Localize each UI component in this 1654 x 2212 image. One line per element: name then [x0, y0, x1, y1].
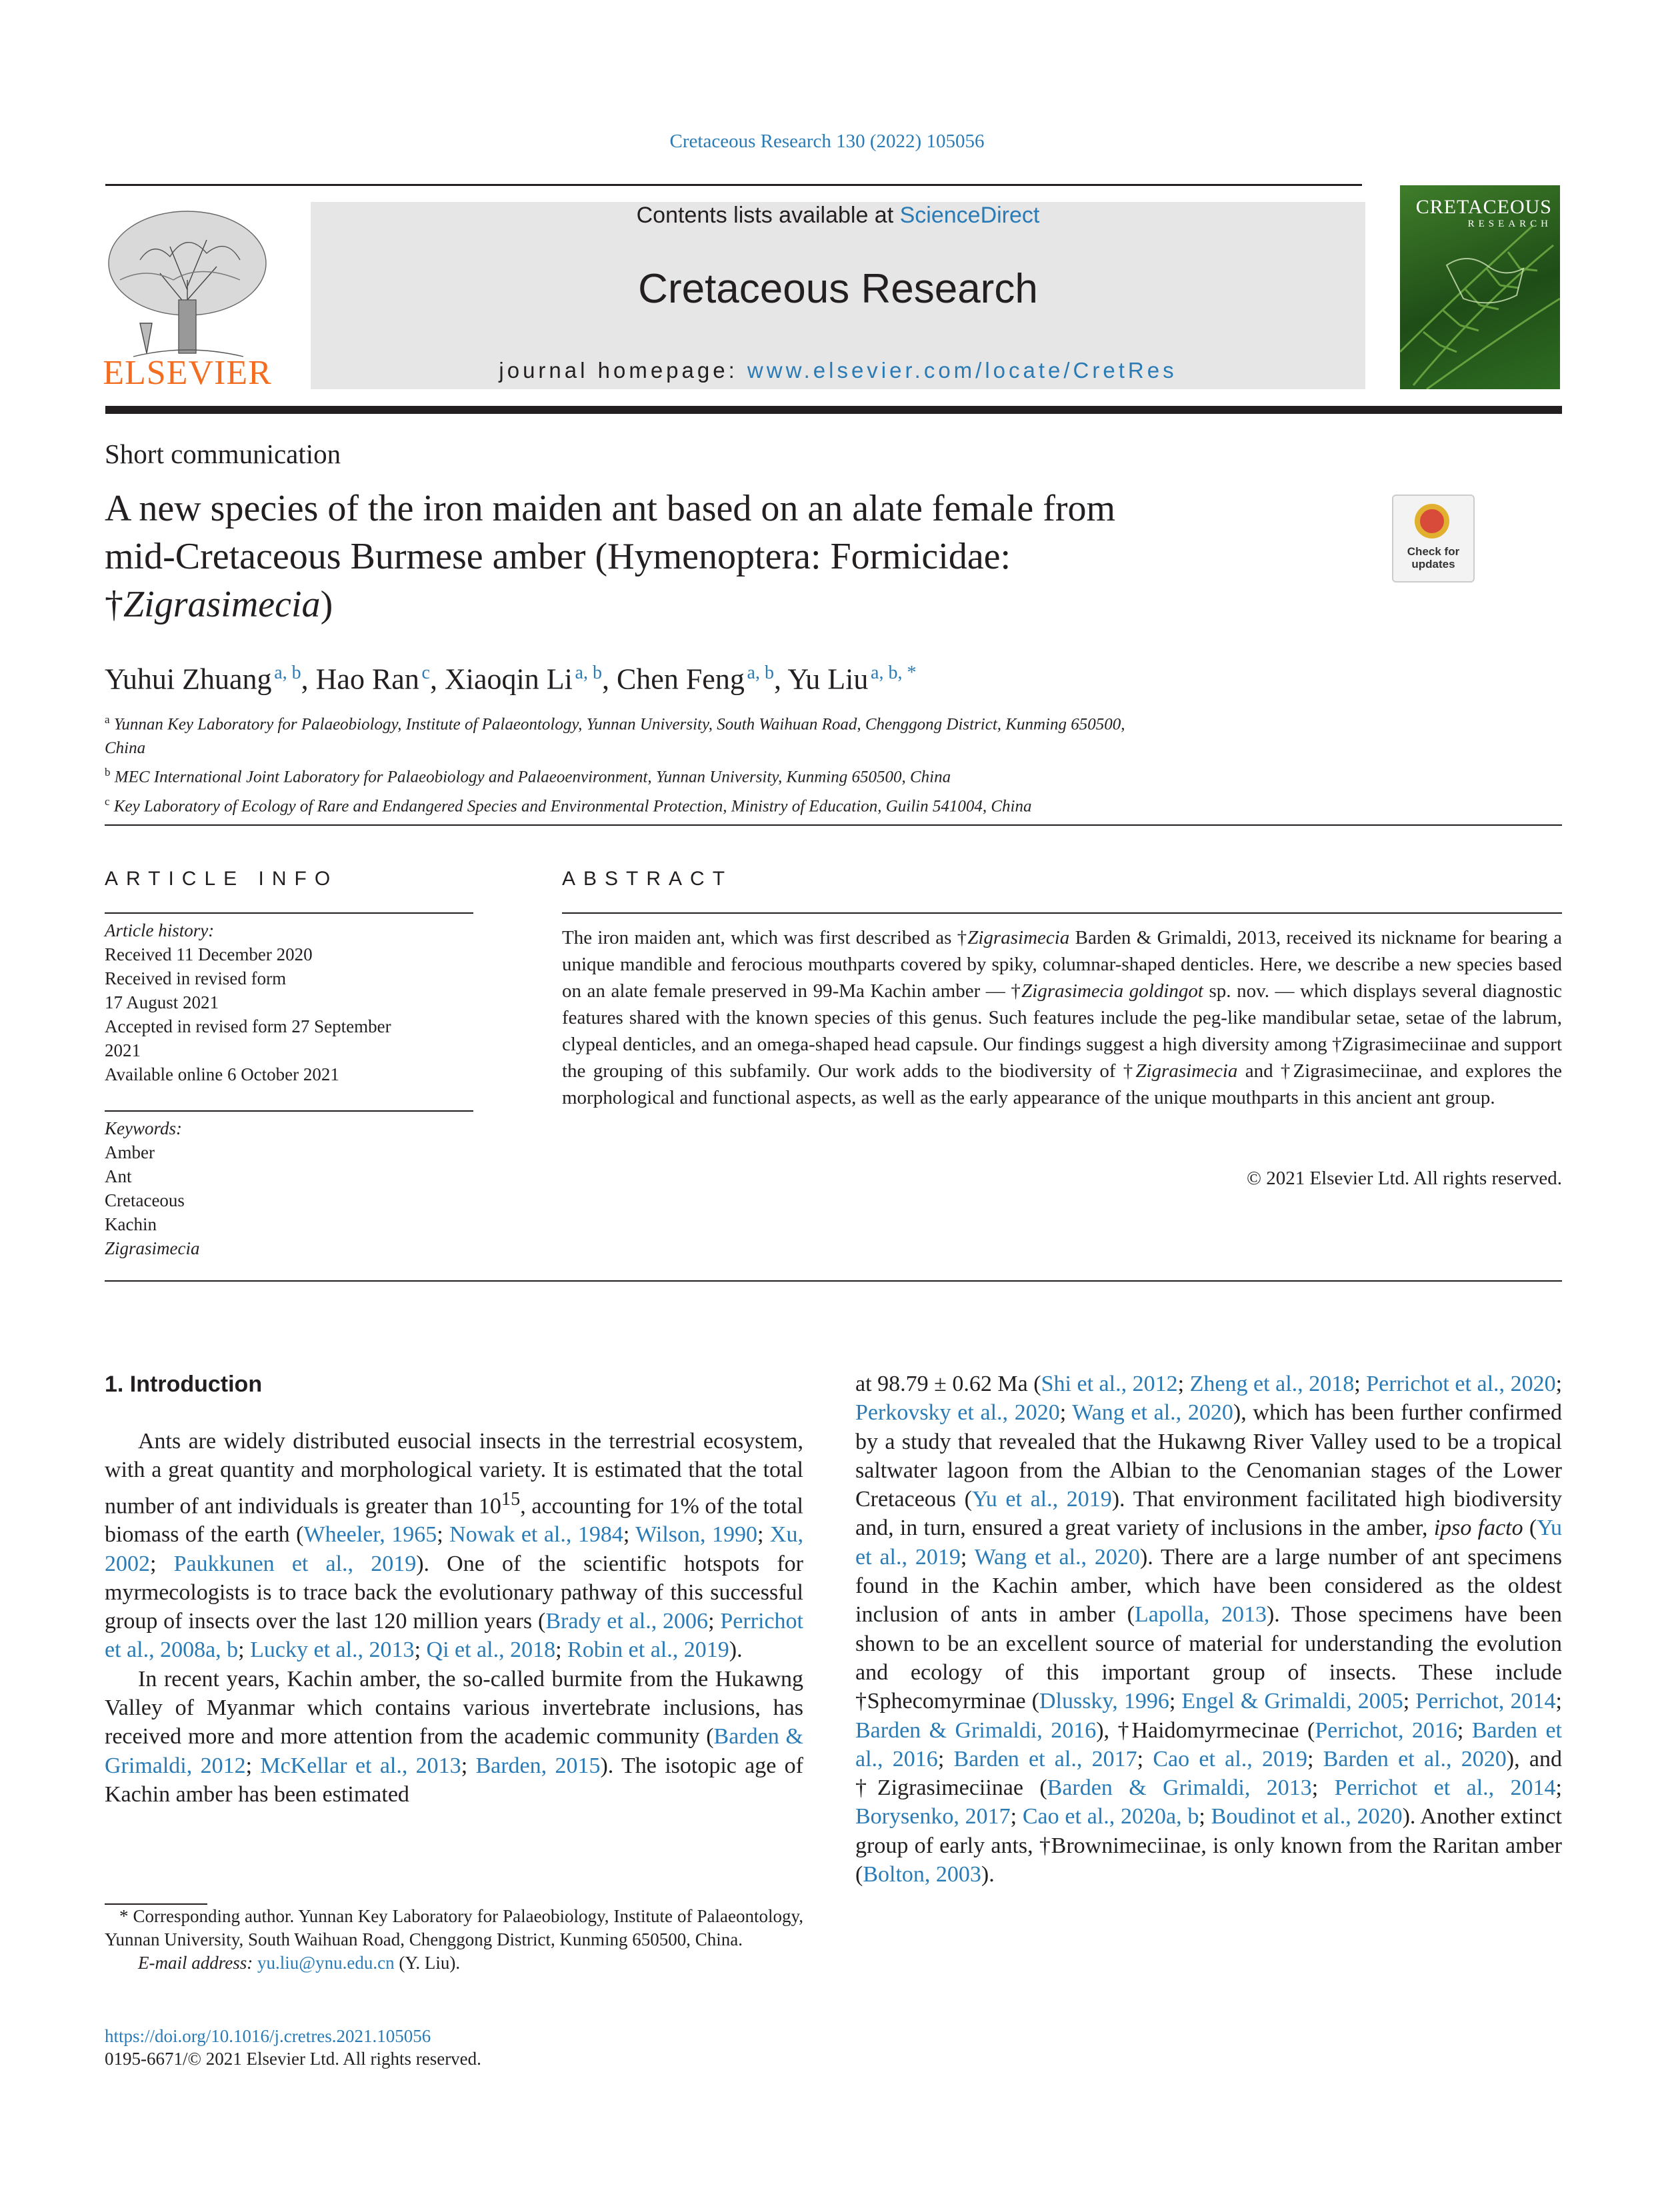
author-separator: , [301, 662, 316, 696]
author-separator: , [429, 662, 445, 696]
doi-link[interactable]: https://doi.org/10.1016/j.cretres.2021.105056 [105, 2026, 431, 2046]
citation-link[interactable]: Perkovsky et al., 2020 [855, 1400, 1060, 1426]
abstract-divider [105, 1280, 1562, 1282]
citation-link[interactable]: Barden, 2015 [475, 1753, 601, 1778]
body-text: at 98.79 ± 0.62 Ma ( [855, 1372, 1041, 1396]
citation-link[interactable]: Borysenko, 2017 [855, 1804, 1011, 1829]
superscript: 15 [501, 1488, 521, 1510]
left-column [105, 1427, 803, 1809]
keywords [105, 1116, 478, 1260]
homepage-prefix: journal homepage: [499, 358, 747, 383]
affiliation-c [105, 790, 1371, 818]
abstract-italic: Zigrasimecia goldingot [1021, 980, 1203, 1002]
body-text: ), †Haidomyrmecinae ( [1096, 1717, 1315, 1743]
contents-line [311, 202, 1365, 229]
info-rule [105, 912, 473, 914]
abstract-rule [562, 912, 1562, 914]
citation-link[interactable]: Wang et al., 2020 [974, 1544, 1140, 1570]
genus-name: Zigrasimecia [123, 584, 321, 625]
author-affil-link[interactable]: a, b, * [871, 662, 917, 683]
citation-link[interactable]: Wang et al., 2020 [1072, 1400, 1233, 1426]
body-text: ), which has been further confirmed by a study that revealed that the Hukawng River Valley used to be a tropical saltwater lagoon from the Albian to the Cenomanian stages of the Lower Cretaceous ( [855, 1400, 1562, 1512]
article-info-heading: ARTICLE INFO [105, 868, 339, 890]
citation-link[interactable]: Lucky et al., 2013 [250, 1638, 415, 1663]
footnote-text: * Corresponding author. Yunnan Key Laboratory for Palaeobiology, Institute of Palaeontology, Yunnan University, South Waihuan Road, Chenggong District, Kunming 650500, China. [105, 1906, 803, 1949]
corresponding-author-footnote [105, 1905, 803, 1975]
author: Xiaoqin Li [444, 662, 573, 696]
author-separator: , [601, 662, 617, 696]
body-text: ). There are a large number of ant specimens found in the Kachin amber, which have been considered as the oldest inclusion of ants in amber ( [855, 1544, 1562, 1628]
italic-text: ipso facto [1433, 1516, 1523, 1541]
keyword: Cretaceous [105, 1190, 185, 1210]
citation-link[interactable]: Shi et al., 2012 [1041, 1372, 1178, 1396]
email-line [105, 1951, 803, 1975]
citation-link[interactable]: Engel & Grimaldi, 2005 [1181, 1689, 1403, 1714]
author-list [105, 656, 916, 697]
citation-link[interactable]: Bolton, 2003 [863, 1862, 981, 1887]
masthead-divider [105, 406, 1562, 414]
cover-title: CRETACEOUS [1415, 196, 1552, 218]
article-history [105, 918, 478, 1086]
body-text: ). Another extinct group of early ants, †Brownimeciinae, is only known from the Raritan amber ( [855, 1804, 1563, 1887]
citation-link[interactable]: Lapolla, 2013 [1134, 1602, 1267, 1628]
body-text: Ants are widely distributed eusocial insects in the terrestrial ecosystem, with a great quantity and morphological variety. It is estimated that the total number of ant individuals is greater than 10 [105, 1429, 803, 1518]
intro-paragraph-2-cont: at 98.79 ± 0.62 Ma (Shi et al., 2012; Zheng et al., 2018; Perrichot et al., 2020; Perkovsky et al., 2020; Wang et al., 2020), which has been further confirmed by a study that revealed that the Hukawng River Valley used to be a tropical saltwater lagoon from the Albian to the Cenomanian stages of the Lower Cretaceous (Yu et al., 2019). That environment facilitated high biodiversity and, in turn, ensured a great variety of inclusions in the amber, ipso facto (Yu et al., 2019; Wang et al., 2020). There are a large number of ant specimens found in the Kachin amber, which have been considered as the oldest inclusion of ants in amber (Lapolla, 2013). Those specimens have been shown to be an excellent source of material for understanding the evolution and ecology of this important group of insects. These include †Sphecomyrminae (Dlussky, 1996; Engel & Grimaldi, 2005; Perrichot, 2014; Barden & Grimaldi, 2016), †Haidomyrmecinae (Perrichot, 2016; Barden et al., 2016; Barden et al., 2017; Cao et al., 2019; Barden et al., 2020), and †Zigrasimeciinae (Barden & Grimaldi, 2013; Perrichot et al., 2014; Borysenko, 2017; Cao et al., 2020a, b; Boudinot et al., 2020). Another extinct group of early ants, †Brownimeciinae, is only known from the Raritan amber (Bolton, 2003). [855, 1372, 1563, 1887]
abstract-text: sp. nov. — which displays several diagnostic features shared with the known species of this genus. Such features include the peg-like mandibular setae, setae of the labrum, clypeal denticles, and an omega-shaped head capsule. Our findings suggest a high diversity among †Zigrasimeciinae and support the grouping of this subfamily. Our work adds to the biodiversity of † [562, 980, 1562, 1082]
keyword: Amber [105, 1142, 155, 1162]
body-text: ). One of the scientific hotspots for myrmecologists is to trace back the evolutionary pathway of this successful group of insects over the last 120 million years ( [105, 1551, 804, 1634]
body-text: ). The isotopic age of Kachin amber has been estimated [105, 1753, 804, 1807]
article-type: Short communication [105, 439, 341, 469]
affiliation-b [105, 760, 1371, 789]
history-line: 2021 [105, 1040, 141, 1060]
author: Yuhui Zhuang [105, 662, 272, 696]
affiliation-mark: a [105, 713, 110, 726]
citation-link[interactable]: Barden & Grimaldi, 2013 [1047, 1775, 1312, 1801]
keywords-label: Keywords: [105, 1118, 182, 1138]
author-affil-link[interactable]: a, b [747, 662, 774, 683]
body-text: , accounting for 1% of the total biomass of the earth ( [105, 1493, 804, 1548]
citation-link[interactable]: Brady et al., 2006 [545, 1609, 709, 1634]
history-line: Accepted in revised form 27 September [105, 1016, 391, 1036]
citation-link[interactable]: Boudinot et al., 2020 [1211, 1804, 1403, 1829]
citation-link[interactable]: Barden & Grimaldi, 2016 [855, 1717, 1097, 1743]
author-separator: , [773, 662, 788, 696]
body-text: ). [729, 1638, 743, 1663]
keyword: Kachin [105, 1214, 157, 1234]
doi-block [105, 2025, 481, 2070]
journal-title: Cretaceous Research [638, 266, 1038, 312]
dagger-mark: † [105, 584, 123, 625]
citation-link[interactable]: Barden et al., 2016 [855, 1717, 1562, 1771]
title-line-1: A new species of the iron maiden ant based on an alate female from [105, 488, 1116, 529]
affiliation-text: Yunnan Key Laboratory for Palaeobiology, Institute of Palaeontology, Yunnan University, South Waihuan Road, Chenggong District, Kunming 650500, [113, 715, 1125, 734]
citation-link[interactable]: Paukkunen et al., 2019 [173, 1551, 417, 1576]
update-icon [1415, 504, 1449, 539]
right-column [855, 1370, 1562, 1889]
body-text: ). That environment facilitated high biodiversity and, in turn, ensured a great variety of inclusions in the amber, [855, 1487, 1563, 1541]
cover-subtitle: RESEARCH [1467, 219, 1552, 229]
body-text: ). Those specimens have been shown to be an excellent source of material for understanding the evolution and ecology of this important group of insects. These include †Sphecomyrminae ( [855, 1602, 1562, 1714]
citation-link[interactable]: Barden et al., 2020 [1323, 1746, 1507, 1771]
author: Yu Liu [787, 662, 869, 696]
email-link[interactable]: yu.liu@ynu.edu.cn [257, 1953, 395, 1973]
author: Hao Ran [315, 662, 419, 696]
affiliation-text: Key Laboratory of Ecology of Rare and Endangered Species and Environmental Protection, Ministry of Education, Guilin 541004, China [113, 796, 1032, 815]
body-text: ( [1523, 1516, 1537, 1541]
affiliation-a-cont [105, 736, 1371, 760]
affiliations [105, 708, 1371, 818]
title-close-paren: ) [320, 584, 333, 625]
email-suffix: (Y. Liu). [394, 1953, 461, 1973]
abstract-text: The iron maiden ant, which was first described as † [562, 927, 968, 948]
affiliation-text: MEC International Joint Laboratory for Palaeobiology and Palaeoenvironment, Yunnan University, Kunming 650500, China [114, 768, 951, 786]
journal-homepage-link[interactable]: www.elsevier.com/locate/CretRes [747, 358, 1177, 383]
affiliation-a [105, 708, 1371, 736]
abstract-copyright: © 2021 Elsevier Ltd. All rights reserved. [1246, 1168, 1562, 1189]
issn-line: 0195-6671/© 2021 Elsevier Ltd. All rights reserved. [105, 2049, 481, 2069]
title-line-2: mid-Cretaceous Burmese amber (Hymenoptera: Formicidae: [105, 536, 1011, 577]
title-divider [105, 824, 1562, 826]
citation-link[interactable]: Perrichot et al., 2020 [1366, 1372, 1556, 1396]
citation-link[interactable]: Perrichot, 2014 [1415, 1689, 1556, 1714]
citation-link[interactable]: Barden & Grimaldi, 2012 [105, 1724, 803, 1778]
sciencedirect-link[interactable]: ScienceDirect [899, 203, 1040, 228]
intro-paragraph-1: Ants are widely distributed eusocial insects in the terrestrial ecosystem, with a great quantity and morphological variety. It is estimated that the total number of ant individuals is greater than $10^{15}$, accounting for 1% of the total biomass of the earth (Wheeler, 1965; Nowak et al., 1984; Wilson, 1990; Xu, 2002; Paukkunen et al., 2019). One of the scientific hotspots for myrmecologists is to trace back the evolutionary pathway of this successful group of insects over the last 120 million years (Brady et al., 2006; Perrichot et al., 2008a, b; Lucky et al., 2013; Qi et al., 2018; Robin et al., 2019). [105, 1429, 804, 1663]
keyword: Zigrasimecia [105, 1238, 200, 1258]
abstract-heading: ABSTRACT [562, 868, 733, 890]
citation-link[interactable]: Nowak et al., 1984 [449, 1522, 623, 1548]
citation-link[interactable]: Zheng et al., 2018 [1189, 1372, 1355, 1396]
homepage-line [311, 358, 1365, 383]
citation-link[interactable]: Xu, 2002 [105, 1522, 803, 1576]
intro-paragraph-2: In recent years, Kachin amber, the so-called burmite from the Hukawng Valley of Myanmar which contains various invertebrate inclusions, has received more and more attention from the academic community (Barden & Grimaldi, 2012; McKellar et al., 2013; Barden, 2015). The isotopic age of Kachin amber has been estimated [105, 1666, 804, 1807]
history-line: Available online 6 October 2021 [105, 1064, 339, 1084]
history-line: Received 11 December 2020 [105, 944, 313, 964]
citation-link[interactable]: Yu et al., 2019 [855, 1516, 1563, 1570]
citation-link[interactable]: Yu et al., 2019 [972, 1487, 1112, 1512]
citation-link[interactable]: Cao et al., 2019 [1153, 1746, 1307, 1771]
citation-link[interactable]: Barden et al., 2017 [953, 1746, 1137, 1771]
abstract-text: and †Zigrasimeciinae, and explores the morphological and functional aspects, as well as the early appearance of the unique mouthparts in this ancient ant group. [562, 1060, 1562, 1108]
email-label: E-mail address: [138, 1953, 257, 1973]
author-affil-link[interactable]: a, b [274, 662, 301, 683]
author-affil-link[interactable]: c [421, 662, 430, 683]
citation-link[interactable]: Robin et al., 2019 [567, 1638, 729, 1663]
keyword: Ant [105, 1166, 132, 1186]
body-text: ), and †Zigrasimeciinae ( [855, 1746, 1562, 1801]
abstract-italic: Zigrasimecia [1135, 1060, 1238, 1082]
citation-link[interactable]: Perrichot, 2016 [1315, 1717, 1457, 1743]
abstract-italic: Zigrasimecia [967, 927, 1070, 948]
affiliation-mark: b [105, 766, 111, 779]
affiliation-text: China [105, 739, 146, 758]
body-text: ). [981, 1862, 995, 1887]
history-line: 17 August 2021 [105, 992, 219, 1012]
check-for-updates-badge[interactable] [1392, 495, 1475, 582]
abstract-body [562, 924, 1562, 1111]
citation-link[interactable]: Dlussky, 1996 [1039, 1689, 1169, 1714]
citation-link[interactable]: McKellar et al., 2013 [260, 1753, 461, 1778]
abstract-text: Barden & Grimaldi, 2013, received its nickname for bearing a unique mandible and ferocious mouthparts covered by spiky, columnar-shaped denticles. Here, we describe a new species based on an alate female preserved in 99-Ma Kachin amber — † [562, 927, 1562, 1002]
badge-label: Check for updates [1407, 545, 1460, 570]
elsevier-wordmark: ELSEVIER [103, 354, 272, 392]
journal-cover-image [1400, 185, 1560, 389]
header-rule [105, 184, 1362, 186]
citation-link[interactable]: Perrichot et al., 2014 [1334, 1775, 1556, 1801]
citation-link[interactable]: Cao et al., 2020a, b [1022, 1804, 1199, 1829]
history-label: Article history: [105, 920, 215, 940]
info-rule [105, 1110, 473, 1112]
journal-citation-link[interactable]: Cretaceous Research 130 (2022) 105056 [669, 131, 985, 152]
article-title [105, 485, 1371, 628]
citation-link[interactable]: Wilson, 1990 [635, 1522, 757, 1548]
affiliation-mark: c [105, 794, 110, 808]
citation-link[interactable]: Perrichot et al., 2008a, b [105, 1609, 804, 1663]
author-affil-link[interactable]: a, b [575, 662, 602, 683]
citation-link[interactable]: Wheeler, 1965 [303, 1522, 437, 1548]
body-text: In recent years, Kachin amber, the so-called burmite from the Hukawng Valley of Myanmar which contains various invertebrate inclusions, has received more and more attention from the academic community ( [105, 1666, 803, 1749]
citation-link[interactable]: Qi et al., 2018 [426, 1638, 556, 1663]
journal-masthead [311, 202, 1365, 389]
title-line-3 [105, 580, 1371, 628]
history-line: Received in revised form [105, 968, 287, 988]
author: Chen Feng [616, 662, 745, 696]
contents-prefix: Contents lists available at [636, 203, 900, 228]
section-heading-introduction: 1. Introduction [105, 1372, 263, 1397]
